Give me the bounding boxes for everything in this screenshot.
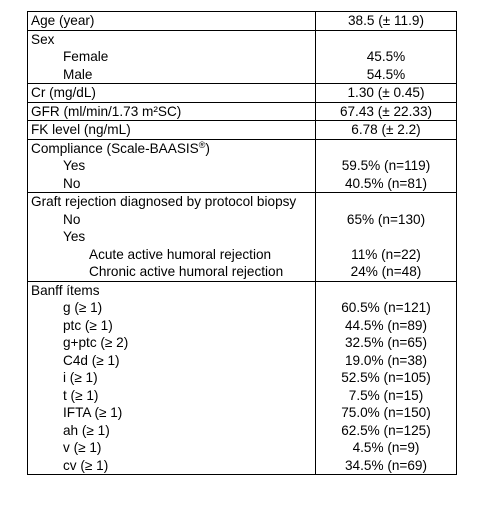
registered-mark: ® [198, 139, 206, 150]
table-row [28, 84, 457, 103]
row-label [31, 457, 312, 475]
row-value: 7.5% (n=15) [348, 387, 424, 403]
row-label-text: Banff ítems [31, 282, 100, 298]
value-cell [316, 102, 457, 121]
row-label [31, 48, 312, 66]
row-label-text: Yes [63, 229, 86, 244]
row-label-text: Acute active humoral rejection [89, 246, 272, 262]
row-label-text: i (≥ 1) [63, 370, 98, 385]
row-label [31, 193, 312, 211]
row-label [31, 12, 312, 30]
row-label [31, 228, 312, 246]
row-label [31, 282, 312, 300]
value-cell [316, 12, 457, 31]
row-label-suffix: ) [205, 140, 210, 156]
row-value: 67.43 (± 22.33) [339, 103, 433, 119]
label-cell [28, 30, 316, 84]
row-label [31, 317, 312, 335]
row-label-text: Age (year) [31, 13, 95, 28]
row-label-text: C4d (≥ 1) [63, 352, 120, 368]
row-label [31, 439, 312, 457]
row-value: 6.78 (± 2.2) [351, 122, 421, 137]
row-label-text: ptc (≥ 1) [63, 317, 113, 333]
patient-characteristics-table [27, 11, 457, 475]
row-label-text: FK level (ng/mL) [31, 122, 131, 137]
value-cell [316, 139, 457, 193]
row-label [31, 422, 312, 440]
row-label [31, 369, 312, 387]
row-label [31, 352, 312, 370]
row-label-text: GFR (ml/min/1.73 m²SC) [31, 103, 182, 119]
row-label-text: t (≥ 1) [63, 387, 99, 403]
row-label-text: No [63, 211, 81, 227]
label-cell [28, 84, 316, 103]
row-value: 32.5% (n=65) [345, 335, 427, 350]
row-label [31, 140, 312, 158]
label-cell [28, 193, 316, 282]
row-label-text: Sex [31, 31, 55, 47]
label-cell [28, 139, 316, 193]
row-value: 19.0% (n=38) [345, 352, 427, 368]
row-label-text: Female [63, 49, 109, 64]
row-value: 11% (n=22) [351, 246, 421, 262]
value-cell [316, 84, 457, 103]
label-cell [28, 12, 316, 31]
row-label [31, 263, 312, 281]
row-value [319, 228, 453, 246]
row-label [31, 31, 312, 49]
table-row [28, 30, 457, 84]
row-label [31, 157, 312, 175]
row-label-text: cv (≥ 1) [63, 457, 109, 473]
row-label [31, 299, 312, 317]
row-label [31, 175, 312, 193]
row-value: 59.5% (n=119) [341, 158, 431, 173]
row-label-text: Compliance (Scale-BAASIS [31, 140, 199, 156]
row-value: 40.5% (n=81) [345, 175, 427, 191]
row-label [31, 246, 312, 264]
row-label-text: Cr (mg/dL) [31, 85, 96, 100]
table-row [28, 193, 457, 282]
label-cell [28, 281, 316, 475]
value-cell [316, 121, 457, 140]
row-value: 54.5% [366, 66, 406, 82]
table-row [28, 281, 457, 475]
row-value [319, 31, 453, 49]
row-value [319, 282, 453, 300]
row-value: 75.0% (n=150) [341, 405, 431, 420]
row-value [319, 193, 453, 211]
row-value: 65% (n=130) [346, 211, 426, 227]
label-cell [28, 121, 316, 140]
row-label [31, 334, 312, 352]
row-label-text: No [63, 175, 81, 191]
label-cell [28, 102, 316, 121]
row-label [31, 404, 312, 422]
row-label-text: g+ptc (≥ 2) [63, 335, 129, 350]
row-value: 45.5% [366, 49, 406, 64]
table-row [28, 12, 457, 31]
row-value [319, 140, 453, 158]
row-label-text: Male [63, 66, 93, 82]
row-label-text: ah (≥ 1) [63, 422, 110, 438]
row-label [31, 387, 312, 405]
row-label [31, 211, 312, 229]
row-label-text: IFTA (≥ 1) [63, 405, 123, 420]
row-label [31, 84, 312, 102]
row-value: 34.5% (n=69) [345, 457, 427, 473]
row-label [31, 66, 312, 84]
row-label-text: Yes [63, 158, 86, 173]
table-body [28, 12, 457, 475]
table-row [28, 121, 457, 140]
row-value: 4.5% (n=9) [352, 440, 420, 455]
row-value: 60.5% (n=121) [341, 300, 431, 315]
row-label-text: Chronic active humoral rejection [89, 264, 284, 279]
row-value: 62.5% (n=125) [341, 422, 431, 438]
row-label [31, 103, 312, 121]
row-value: 1.30 (± 0.45) [347, 85, 425, 100]
row-value: 24% (n=48) [350, 264, 422, 279]
value-cell [316, 281, 457, 475]
value-cell [316, 193, 457, 282]
value-cell [316, 30, 457, 84]
row-value: 52.5% (n=105) [341, 370, 431, 385]
row-label-text: g (≥ 1) [63, 300, 103, 315]
row-label-text: Graft rejection diagnosed by protocol biopsy [31, 194, 297, 209]
row-label-text: v (≥ 1) [63, 440, 102, 455]
row-value: 38.5 (± 11.9) [348, 13, 424, 28]
table-row [28, 102, 457, 121]
row-value: 44.5% (n=89) [345, 317, 427, 333]
row-label [31, 121, 312, 139]
table-row [28, 139, 457, 193]
